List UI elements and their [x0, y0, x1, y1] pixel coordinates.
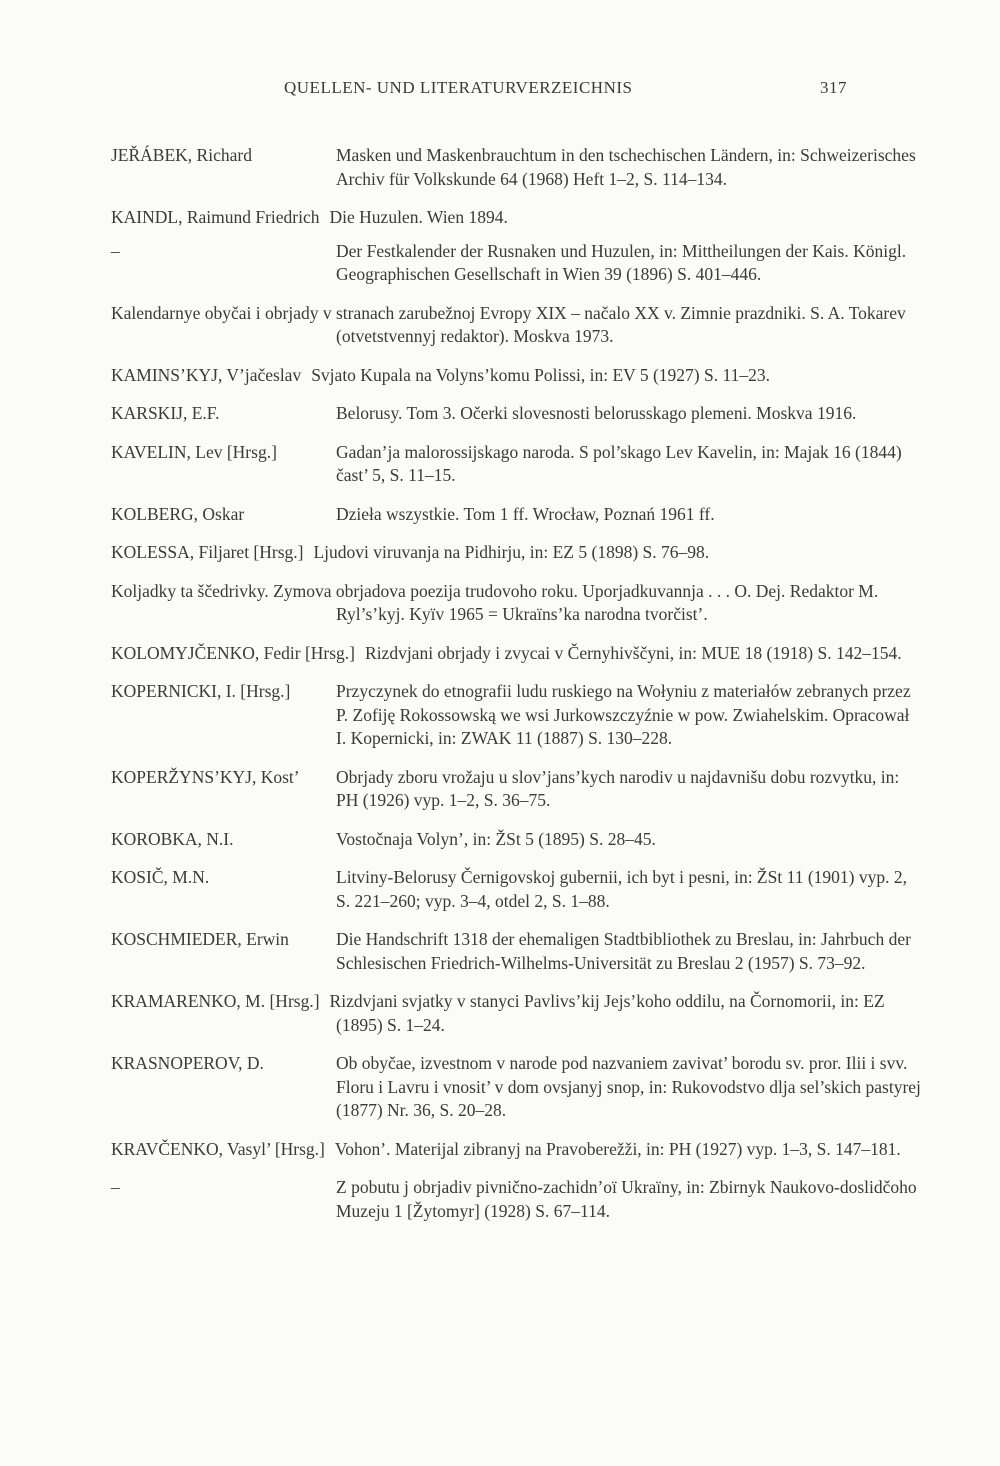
entry-author: KRAVČENKO, Vasyl’ [Hrsg.] [111, 1138, 325, 1159]
entry-text: Belorusy. Tom 3. Očerki slovesnosti belorusskago plemeni. Moskva 1916. [336, 403, 857, 423]
entry-author: KOSIČ, M.N. [111, 867, 210, 887]
entry-text: Obrjady zboru vrožaju u slov’jans’kych narodiv u najdavnišu dobu rozvytku, in: PH (1926) vyp. 1–2, S. 36–75. [336, 766, 900, 810]
bibliography-entry [111, 680, 921, 751]
entry-author: KAINDL, Raimund Friedrich [111, 207, 320, 227]
entry-text: Ljudovi viruvanja na Pidhirju, in: EZ 5 (1898) S. 76–98. [313, 542, 710, 562]
bibliography-entry [111, 866, 921, 913]
bibliography-entry [111, 928, 921, 975]
bibliography-entry [111, 1138, 921, 1162]
entry-author: JEŘÁBEK, Richard [111, 145, 252, 165]
bibliography-entry [111, 441, 921, 488]
bibliography-entry [111, 1052, 921, 1123]
bibliography-entry [111, 240, 921, 287]
entry-text: Die Handschrift 1318 der ehemaligen Stadtbibliothek zu Breslau, in: Jahrbuch der Schlesischen Friedrich-Wilhelms-Universität zu Breslau 2 (1957) S. 73–92. [336, 929, 911, 973]
bibliography-entry [111, 302, 921, 349]
entry-text: Svjato Kupala na Volyns’komu Polissi, in: EV 5 (1927) S. 11–23. [311, 364, 770, 385]
bibliography-entry [111, 642, 921, 666]
entry-author: KOROBKA, N.I. [111, 828, 234, 849]
entry-author: KOLOMYJČENKO, Fedir [Hrsg.] [111, 642, 356, 663]
entry-author: KAMINS’KYJ, V’jačeslav [111, 364, 302, 385]
bibliography-entry [111, 580, 921, 627]
entry-text: Rizdvjani svjatky v stanyci Pavlivs’kij Jejs’koho oddilu, na Čornomorii, in: EZ (1895) S. 1–24. [329, 991, 885, 1035]
entry-author: KOSCHMIEDER, Erwin [111, 929, 289, 949]
bibliography-entry [111, 990, 921, 1037]
entry-text: Vohon’. Materijal zibranyj na Pravoberežži, in: PH (1927) vyp. 1–3, S. 147–181. [334, 1138, 901, 1159]
entry-text: Z pobutu j obrjadiv pivnično-zachidn’oï Ukraïny, in: Zbirnyk Naukovo-doslidčoho Muzeju 1 [Žytomyr] (1928) S. 67–114. [336, 1177, 917, 1221]
entry-text: Przyczynek do etnografii ludu ruskiego na Wołyniu z materiałów zebranych przez P. Zofiję Rokossowską we wsi Jurkowszczyźnie w pow. Zwiahelskim. Opracował I. Kopernicki, in: ZWAK 11 (1887) S. 130–228. [336, 681, 911, 748]
entry-text: Der Festkalender der Rusnaken und Huzulen, in: Mittheilungen der Kais. Königl. Geographischen Gesellschaft in Wien 39 (1896) S. 401–446. [336, 240, 907, 284]
entry-author: KRASNOPEROV, D. [111, 1053, 264, 1073]
entry-text: Koljadky ta ščedrivky. Zymova obrjadova poezija trudovoho roku. Uporjadkuvannja . . . O. Dej. Redaktor M. Ryl’s’kyj. Kyïv 1965 = Ukraïns’ka narodna tvorčist’. [111, 580, 879, 624]
entry-author: KARSKIJ, E.F. [111, 403, 220, 423]
entry-author: KRAMARENKO, M. [Hrsg.] [111, 991, 320, 1011]
bibliography-entry [111, 766, 921, 813]
entry-author: KOLBERG, Oskar [111, 503, 245, 524]
bibliography-entry [111, 1176, 921, 1223]
entry-text: Gadan’ja malorossijskago naroda. S pol’skago Lev Kavelin, in: Majak 16 (1844) čast’ 5, S. 11–15. [336, 441, 902, 485]
entry-author: KOPERNICKI, I. [Hrsg.] [111, 681, 291, 701]
bibliography-entries [111, 144, 921, 1238]
bibliography-entry [111, 364, 921, 388]
entry-text: Vostočnaja Volyn’, in: ŽSt 5 (1895) S. 28–45. [336, 828, 656, 849]
entry-author: KAVELIN, Lev [Hrsg.] [111, 441, 277, 462]
entry-text: Litviny-Belorusy Černigovskoj gubernii, ich byt i pesni, in: ŽSt 11 (1901) vyp. 2, S. 221–260; vyp. 3–4, otdel 2, S. 1–88. [336, 867, 907, 911]
entry-author: – [111, 240, 120, 261]
entry-author: KOLESSA, Filjaret [Hrsg.] [111, 542, 304, 562]
entry-text: Ob obyčae, izvestnom v narode pod nazvaniem zavivat’ borodu sv. pror. Ilii i svv. Floru i Lavru i vnosit’ v dom ovsjanyj snop, in: Rukovodstvo dlja sel’skich pastyrej (1877) Nr. 36, S. 20–28. [336, 1053, 921, 1120]
page-number: 317 [820, 78, 847, 97]
entry-text: Masken und Maskenbrauchtum in den tschechischen Ländern, in: Schweizerisches Archiv für Volkskunde 64 (1968) Heft 1–2, S. 114–134. [336, 145, 916, 189]
entry-text: Rizdvjani obrjady i zvycai v Černyhivščyni, in: MUE 18 (1918) S. 142–154. [365, 642, 902, 663]
bibliography-entry [111, 828, 921, 852]
bibliography-entry [111, 503, 921, 527]
bibliography-entry [111, 541, 921, 565]
bibliography-entry [111, 206, 921, 230]
bibliography-entry [111, 402, 921, 426]
entry-text: Kalendarnye obyčai i obrjady v stranach zarubežnoj Evropy XIX – načalo XX v. Zimnie prazdniki. S. A. Tokarev (otvetstvennyj redaktor). Moskva 1973. [111, 302, 906, 346]
entry-text: Die Huzulen. Wien 1894. [329, 207, 508, 227]
entry-text: Dzieła wszystkie. Tom 1 ff. Wrocław, Poznań 1961 ff. [336, 503, 715, 524]
entry-author: – [111, 1177, 120, 1197]
running-head-title: QUELLEN- UND LITERATURVERZEICHNIS [284, 78, 633, 97]
bibliography-entry [111, 144, 921, 191]
entry-author: KOPERŽYNS’KYJ, Kost’ [111, 766, 300, 787]
